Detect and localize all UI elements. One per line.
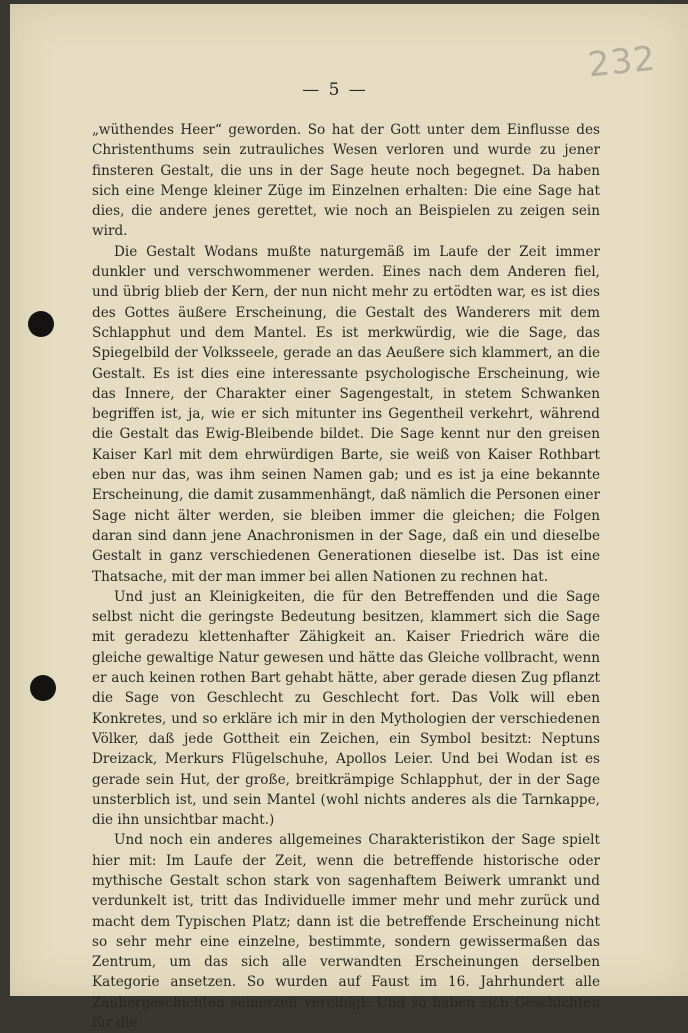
- body-text: [92, 120, 600, 1033]
- paragraph-4: Und noch ein anderes allgemeines Charakteristikon der Sage spielt hier mit: Im Laufe der Zeit, wenn die betreffende historische oder mythische Gestalt schon stark von sagenhaftem Beiwerk umrankt und verdunkelt ist, tritt das Individuelle immer mehr und mehr zurück und macht dem Typischen Platz; dann ist die betreffende Erscheinung nicht so sehr mehr eine einzelne, bestimmte, sondern gewissermaßen das Zentrum, um das sich alle verwandten Erscheinungen derselben Kategorie ansetzen. So wurden auf Faust im 16. Jahrhundert alle Zaubergeschichten seinerzeit vereinigt. Und so haben sich Geschichten für die: [92, 832, 600, 1032]
- document-page: [10, 4, 688, 1032]
- punch-hole-bottom: [30, 675, 56, 701]
- archive-number: 232: [586, 38, 658, 86]
- paragraph-2: Die Gestalt Wodans mußte naturgemäß im Laufe der Zeit immer dunkler und verschwommener werden. Eines nach dem Anderen fiel, und übrig blieb der Kern, der nun nicht mehr zu ertödten war, es ist dies des Gottes äußere Erscheinung, die Gestalt des Wanderers mit dem Schlapphut und dem Mantel. Es ist merkwürdig, wie die Sage, das Spiegelbild der Volksseele, gerade an das Aeußere sich klammert, an die Gestalt. Es ist dies eine interessante psychologische Erscheinung, wie das Innere, der Charakter einer Sagengestalt, in stetem Schwanken begriffen ist, ja, wie er sich mitunter ins Gegentheil verkehrt, während die Gestalt das Ewig-Bleibende bildet. Die Sage kennt nur den greisen Kaiser Karl mit dem ehrwürdigen Barte, sie weiß von Kaiser Rothbart eben nur das, was ihm seinen Namen gab; und es ist ja eine bekannte Erscheinung, die damit zusammenhängt, daß nämlich die Personen einer Sage nicht älter werden, sie bleiben immer die gleichen; die Folgen daran sind dann jene Anachronismen in der Sage, daß ein und dieselbe Gestalt in ganz verschiedenen Generationen dieselbe ist. Das ist eine Thatsache, mit der man immer bei allen Nationen zu rechnen hat.: [92, 243, 600, 585]
- page-number: — 5 —: [302, 80, 368, 100]
- paragraph-3: Und just an Kleinigkeiten, die für den Betreffenden und die Sage selbst nicht die geringste Bedeutung besitzen, klammert sich die Sage mit geradezu klettenhafter Zähigkeit an. Kaiser Friedrich wäre die gleiche gewaltige Natur gewesen und hätte das Gleiche vollbracht, wenn er auch keinen rothen Bart gehabt hätte, aber gerade diesen Zug pflanzt die Sage von Geschlecht zu Geschlecht fort. Das Volk will eben Konkretes, und so erkläre ich mir in den Mythologien der verschiedenen Völker, daß jede Gottheit ein Zeichen, ein Symbol besitzt: Neptuns Dreizack, Merkurs Flügelschuhe, Apollos Leier. Und bei Wodan ist es gerade sein Hut, der große, breitkrämpige Schlapphut, der in der Sage unsterblich ist, und sein Mantel (wohl nichts anderes als die Tarnkappe, die ihn unsichtbar macht.): [92, 588, 600, 829]
- paragraph-1: „wüthendes Heer“ geworden. So hat der Gott unter dem Einflusse des Christenthums sein zutrauliches Wesen verloren und wurde zu jener finsteren Gestalt, die uns in der Sage heute noch begegnet. Da haben sich eine Menge kleiner Züge im Einzelnen erhalten: Die eine Sage hat dies, die andere jenes gerettet, wie noch an Beispielen zu zeigen sein wird.: [92, 122, 600, 240]
- punch-hole-top: [28, 311, 54, 337]
